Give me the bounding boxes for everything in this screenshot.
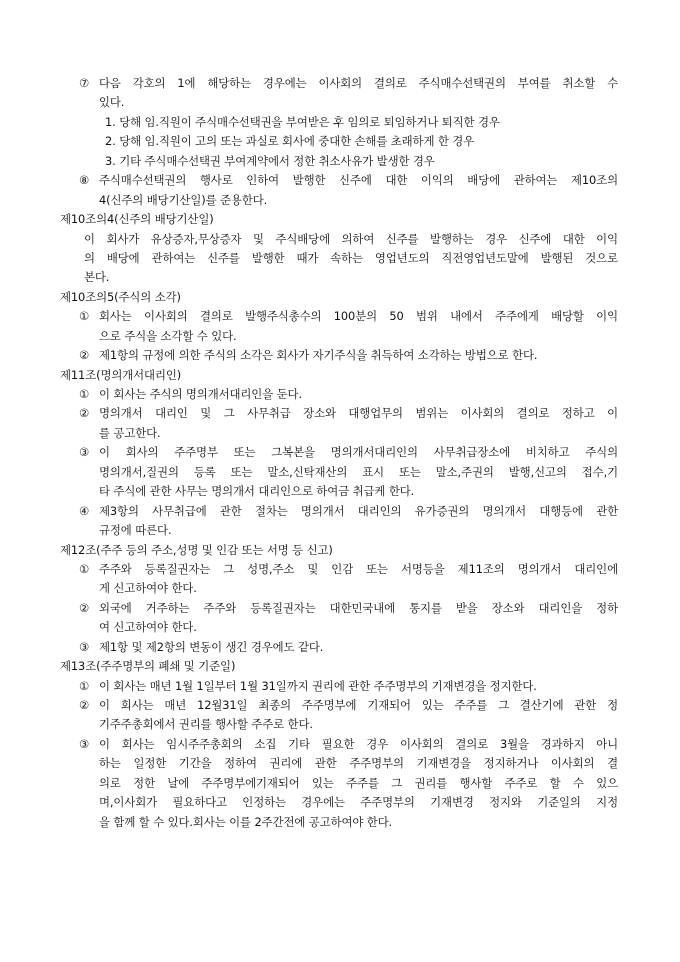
- clause-line: [0, 93, 680, 112]
- clause-text: 다음 각호의 1에 해당하는 경우에는 이사회의 결의로 주식매수선택권의 부여를 취소할 수: [99, 76, 618, 90]
- clause-line: [0, 754, 680, 773]
- clause-line: [0, 463, 680, 482]
- clause-line: [0, 191, 680, 210]
- clause-text: 을 함께 할 수 있다.회사는 이를 2주간전에 공고하여야 한다.: [99, 814, 393, 829]
- clause-line: [0, 638, 680, 657]
- clause-line: [0, 443, 680, 462]
- clause-number: ②: [79, 348, 90, 363]
- clause-number: ②: [79, 698, 90, 712]
- paragraph-line: [0, 268, 680, 287]
- clause-line: [0, 735, 680, 754]
- document-page: [0, 74, 680, 832]
- clause-text: 제3항의 사무취급에 관한 절차는 명의개서 대리인의 유가증권의 명의개서 대행등에 관한: [99, 503, 618, 518]
- article-heading-line: [0, 657, 680, 676]
- clause-line: [0, 385, 680, 404]
- clause-number: ④: [79, 503, 90, 518]
- clause-text: 주식매수선택권의 행사로 인하여 발행한 신주에 대한 이익의 배당에 관하여는 제10조의: [99, 173, 618, 188]
- clause-text: 이 회사는 주식의 명의개서대리인을 둔다.: [99, 387, 302, 401]
- clause-text: 며,이사회가 필요하다고 인정하는 경우에는 주주명부의 기재변경 정지와 기준일의 지정: [99, 795, 618, 810]
- clause-line: [0, 502, 680, 521]
- clause-line: [0, 560, 680, 579]
- clause-line: [0, 715, 680, 734]
- clause-text: 제1항의 규정에 의한 주식의 소각은 회사가 자기주식을 취득하여 소각하는 방법으로 한다.: [99, 348, 538, 363]
- clause-text: 하는 일정한 기간을 정하여 권리에 관한 주주명부의 기재변경을 정지하거나 이사회의 결: [99, 756, 618, 771]
- article-heading: 제10조의5(주식의 소각): [60, 289, 181, 304]
- clause-number: ⑦: [79, 76, 90, 90]
- clause-line: [0, 677, 680, 696]
- clause-number: ③: [79, 445, 90, 460]
- clause-line: [0, 482, 680, 501]
- clause-text: 주주와 등록질권자는 그 성명,주소 및 인감 또는 서명등을 제11조의 명의개서 대리인에: [99, 561, 618, 576]
- clause-number: ①: [79, 678, 90, 693]
- clause-number: ②: [79, 406, 90, 421]
- clause-text: 기주주총회에서 권리를 행사할 주주로 한다.: [99, 717, 313, 732]
- clause-line: [0, 793, 680, 812]
- clause-line: [0, 618, 680, 637]
- paragraph-text: 의 배당에 관하여는 신주를 발행한 때가 속하는 영업년도의 직전영업년도말에 발행된 것으로: [84, 250, 618, 265]
- clause-text: 있다.: [99, 95, 125, 110]
- clause-text: 이 회사의 주주명부 또는 그복본을 명의개서대리인의 사무취급장소에 비치하고 주식의: [99, 445, 618, 460]
- clause-line: [0, 696, 680, 715]
- article-heading: 제13조(주주명부의 폐쇄 및 기준일): [60, 659, 236, 674]
- clause-number: ③: [79, 639, 90, 654]
- article-heading-line: [0, 210, 680, 229]
- clause-line: [0, 346, 680, 365]
- clause-text: 를 공고한다.: [99, 425, 161, 440]
- sub-item-line: [0, 132, 680, 151]
- clause-text: 이 회사는 임시주주총회의 소집 기타 필요한 경우 이사회의 결의로 3월을 경과하지 아니: [99, 736, 618, 751]
- clause-line: [0, 774, 680, 793]
- paragraph-line: [0, 230, 680, 249]
- clause-line: [0, 579, 680, 598]
- clause-number: ②: [79, 600, 90, 615]
- clause-text: 여 신고하여야 한다.: [99, 620, 197, 635]
- paragraph-text: 이 회사가 유상증자,무상증자 및 주식배당에 의하여 신주를 발행하는 경우 신주에 대한 이익: [84, 231, 618, 246]
- clause-text: 이 회사는 매년 1월 1일부터 1월 31일까지 권리에 관한 주주명부의 기재변경을 정지한다.: [99, 678, 537, 693]
- clause-text: 규정에 따른다.: [99, 523, 172, 538]
- clause-text: 이 회사는 매년 12월31일 최종의 주주명부에 기재되어 있는 주주를 그 결산기에 관한 정: [99, 698, 618, 712]
- clause-line: [0, 813, 680, 832]
- clause-text: 으로 주식을 소각할 수 있다.: [99, 328, 237, 343]
- article-heading-line: [0, 366, 680, 385]
- clause-line: [0, 171, 680, 190]
- clause-line: [0, 307, 680, 326]
- sub-item-text: 3. 기타 주식매수선택권 부여계약에서 정한 취소사유가 발생한 경우: [105, 153, 435, 168]
- paragraph-text: 본다.: [84, 270, 110, 285]
- sub-item-line: [0, 152, 680, 171]
- paragraph-line: [0, 249, 680, 268]
- sub-item-text: 1. 당해 임.직원이 주식매수선택권을 부여받은 후 임의로 퇴임하거나 퇴직한 경우: [105, 114, 500, 129]
- clause-number: ③: [79, 736, 90, 751]
- article-heading: 제10조의4(신주의 배당기산일): [60, 212, 214, 227]
- clause-text: 명의개서 대리인 및 그 사무취급 장소와 대행업무의 범위는 이사회의 결의로 정하고 이: [99, 406, 618, 421]
- sub-item-text: 2. 당해 임.직원이 고의 또는 과실로 회사에 중대한 손해를 초래하게 한 경우: [105, 134, 475, 149]
- clause-text: 타 주식에 관한 사무는 명의개서 대리인으로 하여금 취급케 한다.: [99, 484, 415, 499]
- sub-item-line: [0, 113, 680, 132]
- article-heading: 제11조(명의개서대리인): [60, 367, 182, 382]
- clause-line: [0, 424, 680, 443]
- clause-number: ⑧: [79, 173, 90, 188]
- clause-line: [0, 327, 680, 346]
- clause-line: [0, 599, 680, 618]
- clause-number: ①: [79, 387, 90, 401]
- clause-line: [0, 404, 680, 423]
- clause-text: 외국에 거주하는 주주와 등록질권자는 대한민국내에 통지를 받을 장소와 대리인을 정하: [99, 600, 618, 615]
- article-heading: 제12조(주주 등의 주소,성명 및 인감 또는 서명 등 신고): [60, 542, 333, 557]
- clause-text: 명의개서,질권의 등록 또는 말소,신탁재산의 표시 또는 말소,주권의 발행,신고의 접수,기: [99, 464, 618, 479]
- clause-text: 회사는 이사회의 결의로 발행주식총수의 100분의 50 범위 내에서 주주에게 배당할 이익: [99, 309, 618, 324]
- clause-line: [0, 74, 680, 93]
- clause-number: ①: [79, 561, 90, 576]
- clause-text: 의로 정한 날에 주주명부에기재되어 있는 주주를 그 권리를 행사할 주주로 할 수 있으: [99, 775, 618, 790]
- clause-text: 4(신주의 배당기산일)를 준용한다.: [99, 192, 268, 207]
- article-heading-line: [0, 541, 680, 560]
- clause-text: 제1항 및 제2항의 변동이 생긴 경우에도 같다.: [99, 639, 324, 654]
- clause-line: [0, 521, 680, 540]
- article-heading-line: [0, 288, 680, 307]
- clause-number: ①: [79, 309, 90, 324]
- clause-text: 게 신고하여야 한다.: [99, 581, 197, 596]
